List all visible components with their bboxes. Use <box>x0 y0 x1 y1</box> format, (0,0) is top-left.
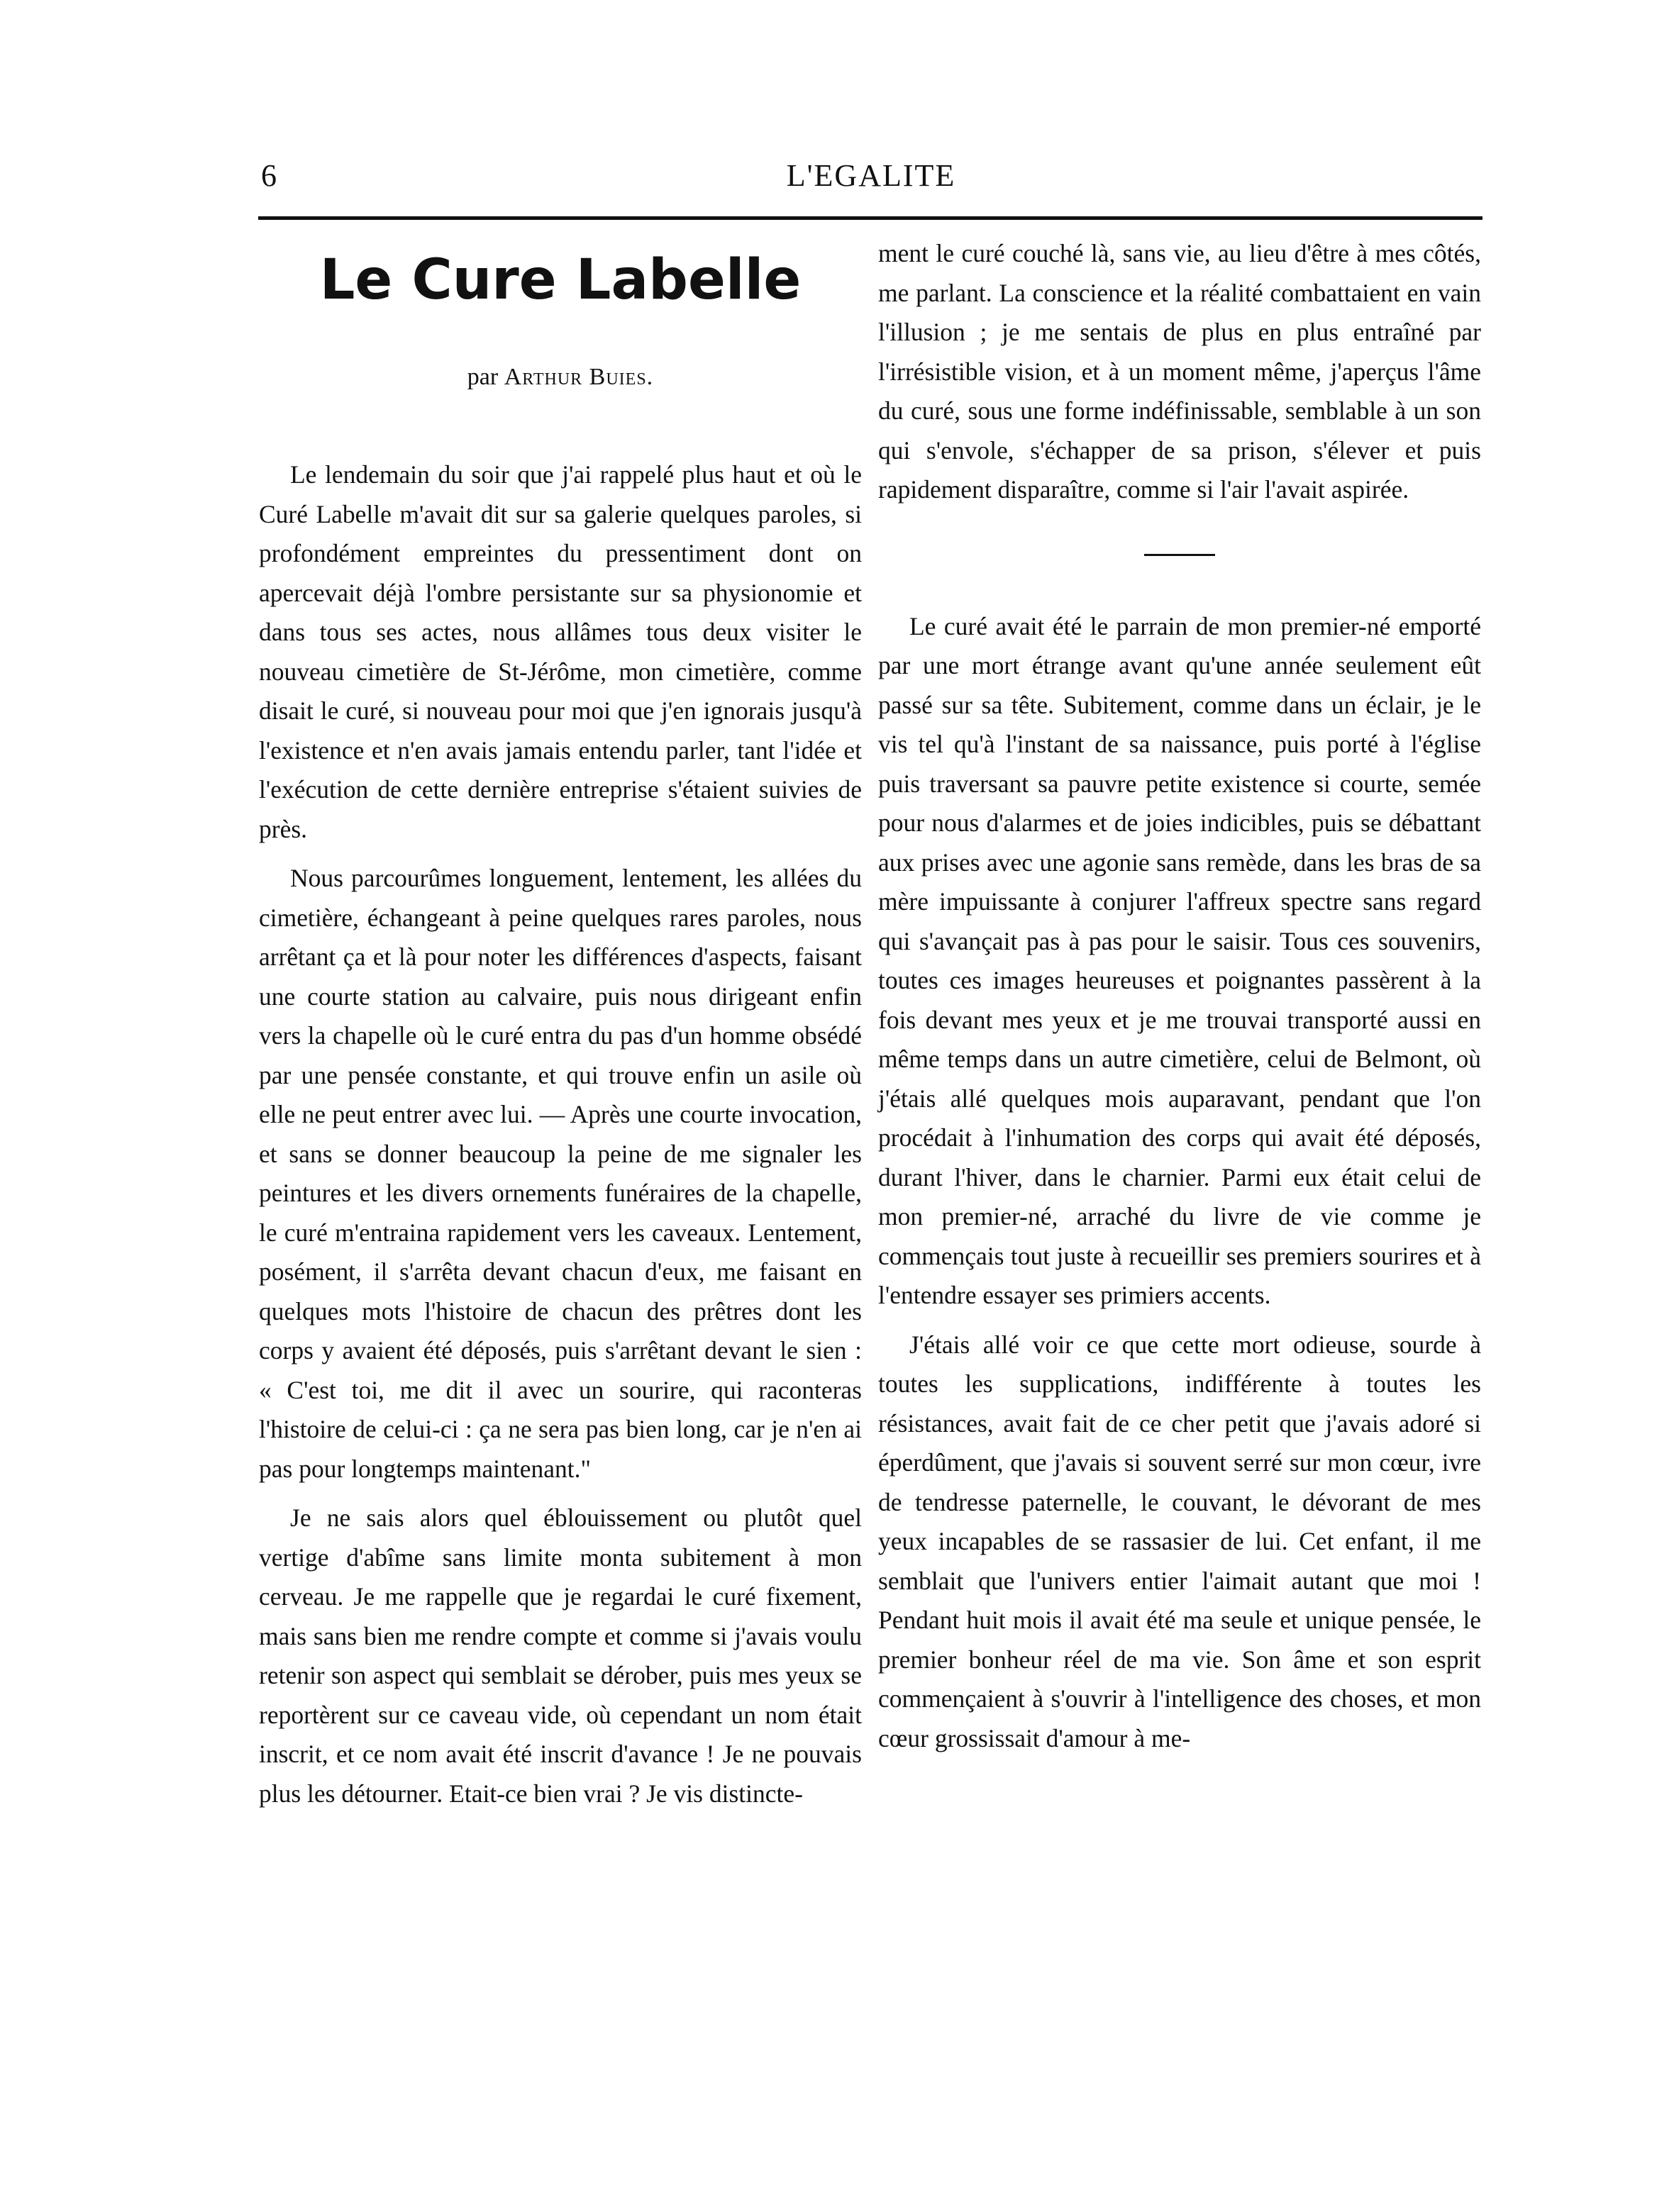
left-column <box>259 234 862 1813</box>
page-header <box>261 157 1481 200</box>
paragraph: Le lendemain du soir que j'ai rappelé plus haut et où le Curé Labelle m'avait dit sur sa galerie quelques paroles, si profondément empreintes du pressentiment dont on apercevait déjà l'ombre persistante sur sa physionomie et dans tous ses actes, nous allâmes tous deux visiter le nouveau cimetière de St-Jérôme, mon cimetière, comme disait le curé, si nouveau pour moi que j'en ignorais jusqu'à l'existence et n'en avais jamais entendu parler, tant l'idée et l'exécution de cette dernière entreprise s'étaient suivies de près. <box>259 460 862 843</box>
running-title: L'EGALITE <box>786 158 956 193</box>
page-number: 6 <box>261 158 277 193</box>
paragraph: ment le curé couché là, sans vie, au lieu d'être à mes côtés, me parlant. La conscience et la réalité combattaient en vain l'illusion ; je me sentais de plus en plus entraîné par l'irrésistible vision, et à un moment même, j'aperçus l'âme du curé, sous une forme indéfinissable, semblable à un son qui s'envole, s'échapper de sa prison, s'élever et puis rapidement disparaître, comme si l'air l'avait aspirée. <box>878 239 1481 504</box>
author-name: Arthur Buies. <box>504 364 654 390</box>
paragraph: Le curé avait été le parrain de mon premier-né emporté par une mort étrange avant qu'une année seulement eût passé sur sa tête. Subitement, comme dans un éclair, je le vis tel qu'à l'instant de sa naissance, puis porté à l'église puis traversant sa pauvre petite existence si courte, semée pour nous d'alarmes et de joies indicibles, puis se débattant aux prises avec une agonie sans remède, dans les bras de sa mère impuissante à conjurer l'affreux spectre sans regard qui s'avançait pas à pas pour le saisir. Tous ces souvenirs, toutes ces images heureuses et poignantes passèrent à la fois devant mes yeux et je me trouvai transporté aussi en même temps dans un autre cimetière, celui de Belmont, où j'étais allé quelques mois auparavant, pendant que l'on procédait à l'inhumation des corps qui avait été déposés, durant l'hiver, dans le charnier. Parmi eux était celui de mon premier-né, arraché du livre de vie comme je commençais tout juste à recueillir ses premiers sourires et à l'entendre essayer ses primiers accents. <box>878 611 1481 1309</box>
byline <box>259 363 862 391</box>
section-divider <box>1144 554 1215 556</box>
paragraph: J'étais allé voir ce que cette mort odieuse, sourde à toutes les supplications, indifférente à toutes les résistances, avait fait de ce cher petit que j'avais adoré si éperdûment, que j'avais si souvent serré sur mon cœur, ivre de tendresse paternelle, le couvant, le dévorant de mes yeux incapables de se rassasier de lui. Cet enfant, il me semblait que l'univers entier l'aimait autant que moi ! Pendant huit mois il avait été ma seule et unique pensée, le premier bonheur réel de ma vie. Son âme et son esprit commençaient à s'ouvrir à l'intelligence des choses, et mon cœur grossissait d'amour à me- <box>878 1330 1481 1752</box>
header-rule <box>258 216 1483 220</box>
paragraph: Je ne sais alors quel éblouissement ou plutôt quel vertige d'abîme sans limite monta subitement à mon cerveau. Je me rappelle que je regardai le curé fixement, mais sans bien me rendre compte et comme si j'avais voulu retenir son aspect qui semblait se dérober, puis mes yeux se reportèrent sur ce caveau vide, où cependant un nom était inscrit, et ce nom avait été inscrit d'avance ! Je ne pouvais plus les détourner. Etait-ce bien vrai ? Je vis distincte- <box>259 1504 862 1808</box>
paragraph: Nous parcourûmes longuement, lentement, les allées du cimetière, échangeant à peine quelques rares paroles, nous arrêtant ça et là pour noter les différences d'aspects, faisant une courte station au calvaire, puis nous dirigeant enfin vers la chapelle où le curé entra du pas d'un homme obsédé par une pensée constante, et qui trouve enfin un asile où elle ne peut entrer avec lui. — Après une courte invocation, et sans se donner beaucoup la peine de me signaler les peintures et les divers ornements funéraires de la chapelle, le curé m'entraina rapidement vers les caveaux. Lentement, posément, il s'arrêta devant chacun d'eux, me faisant en quelques mots l'histoire de chacun des prêtres dont les corps y avaient été déposés, puis s'arrêtant devant le sien : « C'est toi, me dit il avec un sourire, qui raconteras l'histoire de celui-ci : ça ne sera pas bien long, car je n'en ai pas pour longtemps maintenant." <box>259 864 862 1483</box>
article-title: Le Cure Labelle <box>319 248 802 312</box>
right-column <box>878 234 1481 1758</box>
byline-prefix: par <box>467 364 499 390</box>
